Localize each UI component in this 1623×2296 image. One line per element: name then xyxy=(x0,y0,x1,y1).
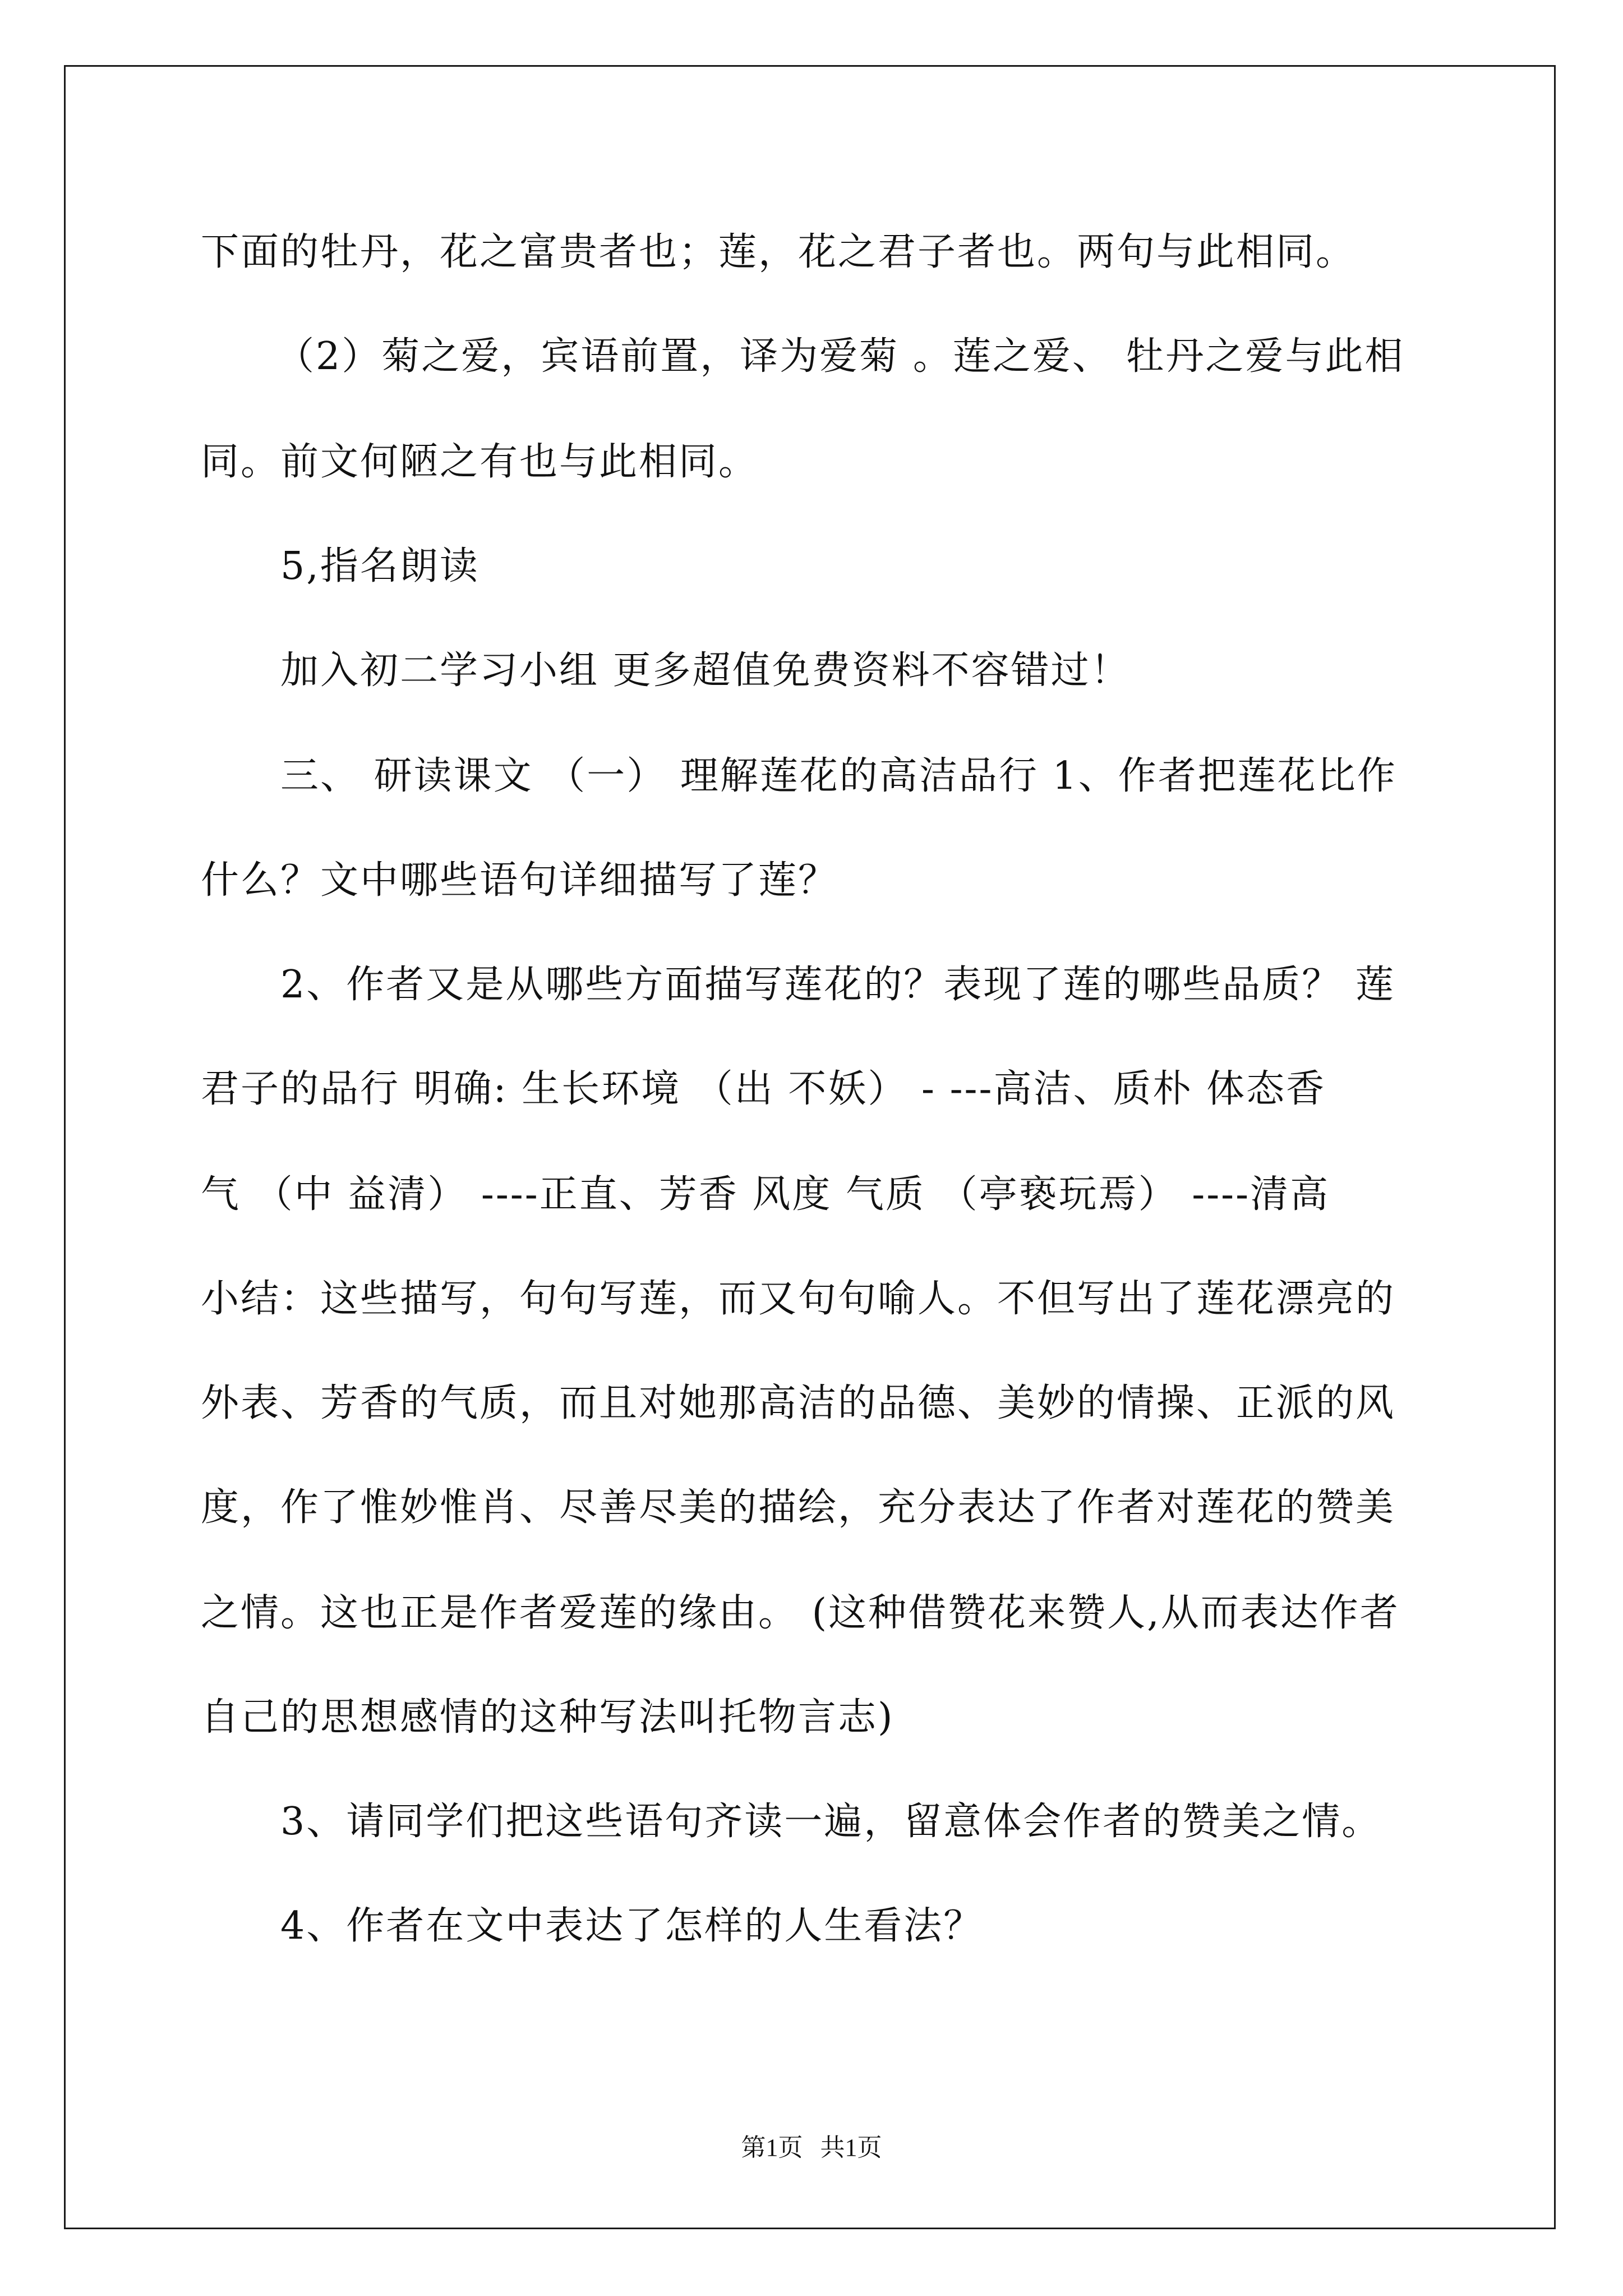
text-line: 2、作者又是从哪些方面描写莲花的？表现了莲的哪些品质？ 莲 xyxy=(280,963,1395,1007)
text-line: 4、作者在文中表达了怎样的人生看法？ xyxy=(280,1904,984,1948)
text-line: （2）菊之爱，宾语前置，译为爱菊 。莲之爱、 牡丹之爱与此相 xyxy=(276,334,1405,379)
text-line: 下面的牡丹，花之富贵者也；莲，花之君子者也。两句与此相同。 xyxy=(201,230,1356,274)
text-line: 三、 研读课文 （一） 理解莲花的高洁品行 1、作者把莲花比作 xyxy=(280,754,1397,798)
text-line: 加入初二学习小组 更多超值免费资料不容错过！ xyxy=(280,648,1131,693)
text-line: 之情。这也正是作者爱莲的缘由。 (这种借赞花来赞人,从而表达作者 xyxy=(201,1591,1400,1635)
text-line: 自己的思想感情的这种写法叫托物言志) xyxy=(201,1695,895,1740)
text-line: 外表、芳香的气质，而且对她那高洁的品德、美妙的情操、正派的风 xyxy=(201,1381,1396,1425)
text-line: 5,指名朗读 xyxy=(280,544,479,588)
page-footer xyxy=(0,2127,1623,2163)
page-number: 第1页 xyxy=(741,2134,803,2161)
text-line: 气 （中 益清） ----正直、芳香 风度 气质 （亭亵玩焉） ----清高 xyxy=(201,1172,1330,1217)
text-line: 同。前文何陋之有也与此相同。 xyxy=(201,440,759,484)
text-line: 什么？文中哪些语句详细描写了莲？ xyxy=(201,858,838,903)
text-line: 君子的品行 明确: 生长环境 （出 不妖） - ---高洁、质朴 体态香 xyxy=(201,1067,1326,1111)
total-pages: 共1页 xyxy=(820,2134,882,2161)
text-line: 度，作了惟妙惟肖、尽善尽美的描绘，充分表达了作者对莲花的赞美 xyxy=(201,1485,1396,1530)
text-line: 小结：这些描写，句句写莲，而又句句喻人。不但写出了莲花漂亮的 xyxy=(201,1277,1396,1321)
text-line: 3、请同学们把这些语句齐读一遍，留意体会作者的赞美之情。 xyxy=(280,1800,1382,1844)
